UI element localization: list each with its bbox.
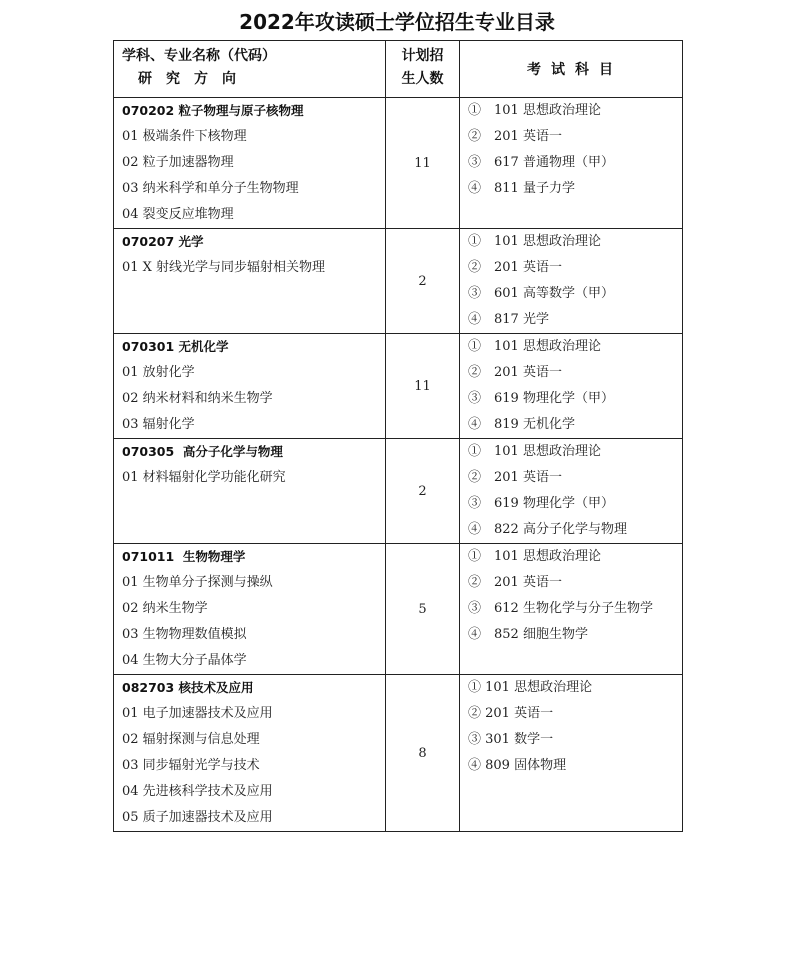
exam-subject: ④ 819 无机化学 <box>468 417 575 432</box>
research-direction: 01 材料辐射化学功能化研究 <box>122 470 286 485</box>
research-direction: 03 纳米科学和单分子生物物理 <box>122 181 299 196</box>
research-direction: 02 粒子加速器物理 <box>122 155 234 170</box>
research-direction: 01 放射化学 <box>122 365 195 380</box>
research-direction: 04 裂变反应堆物理 <box>122 207 234 222</box>
exam-subject: ① 101 思想政治理论 <box>468 549 601 564</box>
table-row <box>114 544 683 675</box>
major-cell <box>114 229 386 334</box>
header-direction-label: 研 究 方 向 <box>138 71 236 87</box>
exam-subject: ① 101 思想政治理论 <box>468 444 601 459</box>
major-name: 070301 无机化学 <box>122 339 229 354</box>
major-name: 071011 生物物理学 <box>122 549 246 564</box>
exam-subject: ② 201 英语一 <box>468 129 562 144</box>
research-direction: 03 生物物理数值模拟 <box>122 627 247 642</box>
header-quota-line2: 生人数 <box>401 71 444 87</box>
quota-cell: 11 <box>386 334 460 439</box>
quota-cell: 8 <box>386 675 460 832</box>
major-name: 070202 粒子物理与原子核物理 <box>122 103 304 118</box>
major-cell <box>114 544 386 675</box>
quota-cell: 2 <box>386 439 460 544</box>
exam-subject: ④ 811 量子力学 <box>468 181 575 196</box>
quota-cell: 11 <box>386 98 460 229</box>
exam-subject: ① 101 思想政治理论 <box>468 103 601 118</box>
table-row <box>114 675 683 832</box>
exams-cell <box>460 229 683 334</box>
exam-subject: ② 201 英语一 <box>468 706 554 721</box>
exam-subject: ③ 619 物理化学（甲） <box>468 496 614 511</box>
major-cell <box>114 334 386 439</box>
exam-subject: ③ 619 物理化学（甲） <box>468 391 614 406</box>
research-direction: 04 生物大分子晶体学 <box>122 653 247 668</box>
exam-subject: ③ 612 生物化学与分子生物学 <box>468 601 653 616</box>
major-cell <box>114 439 386 544</box>
exam-subject: ② 201 英语一 <box>468 260 562 275</box>
exams-cell <box>460 98 683 229</box>
header-quota-line1: 计划招 <box>401 48 444 64</box>
page-title: 2022年攻读硕士学位招生专业目录 <box>239 10 555 34</box>
research-direction: 02 纳米生物学 <box>122 601 208 616</box>
exam-subject: ② 201 英语一 <box>468 470 562 485</box>
major-cell <box>114 675 386 832</box>
exam-subject: ③ 601 高等数学（甲） <box>468 286 614 301</box>
research-direction: 01 电子加速器技术及应用 <box>122 706 273 721</box>
research-direction: 01 生物单分子探测与操纵 <box>122 575 273 590</box>
research-direction: 01 X 射线光学与同步辐射相关物理 <box>122 260 326 275</box>
exam-subject: ④ 809 固体物理 <box>468 758 567 773</box>
exam-subject: ② 201 英语一 <box>468 575 562 590</box>
exams-cell <box>460 334 683 439</box>
exam-subject: ③ 617 普通物理（甲） <box>468 155 614 170</box>
research-direction: 03 同步辐射光学与技术 <box>122 758 260 773</box>
table-row <box>114 98 683 229</box>
program-catalog-table <box>113 40 683 832</box>
table-row <box>114 334 683 439</box>
research-direction: 04 先进核科学技术及应用 <box>122 784 273 799</box>
exam-subject: ① 101 思想政治理论 <box>468 680 593 695</box>
exam-subject: ② 201 英语一 <box>468 365 562 380</box>
major-name: 070305 高分子化学与物理 <box>122 444 283 459</box>
table-header <box>114 41 683 98</box>
exams-cell <box>460 544 683 675</box>
research-direction: 03 辐射化学 <box>122 417 195 432</box>
research-direction: 01 极端条件下核物理 <box>122 129 247 144</box>
exam-subject: ④ 817 光学 <box>468 312 549 327</box>
header-quota <box>386 41 460 98</box>
major-name: 070207 光学 <box>122 234 204 249</box>
exam-subject: ① 101 思想政治理论 <box>468 234 601 249</box>
major-cell <box>114 98 386 229</box>
research-direction: 05 质子加速器技术及应用 <box>122 810 273 825</box>
exam-subject: ④ 852 细胞生物学 <box>468 627 588 642</box>
table-row <box>114 439 683 544</box>
research-direction: 02 辐射探测与信息处理 <box>122 732 260 747</box>
major-name: 082703 核技术及应用 <box>122 680 254 695</box>
exams-cell <box>460 675 683 832</box>
research-direction: 02 纳米材料和纳米生物学 <box>122 391 273 406</box>
table-row <box>114 229 683 334</box>
quota-cell: 5 <box>386 544 460 675</box>
exam-subject: ④ 822 高分子化学与物理 <box>468 522 627 537</box>
quota-cell: 2 <box>386 229 460 334</box>
header-exams: 考试科目 <box>460 41 683 98</box>
header-major-label: 学科、专业名称（代码） <box>122 48 276 64</box>
exam-subject: ③ 301 数学一 <box>468 732 554 747</box>
exams-cell <box>460 439 683 544</box>
header-major <box>114 41 386 98</box>
exam-subject: ① 101 思想政治理论 <box>468 339 601 354</box>
